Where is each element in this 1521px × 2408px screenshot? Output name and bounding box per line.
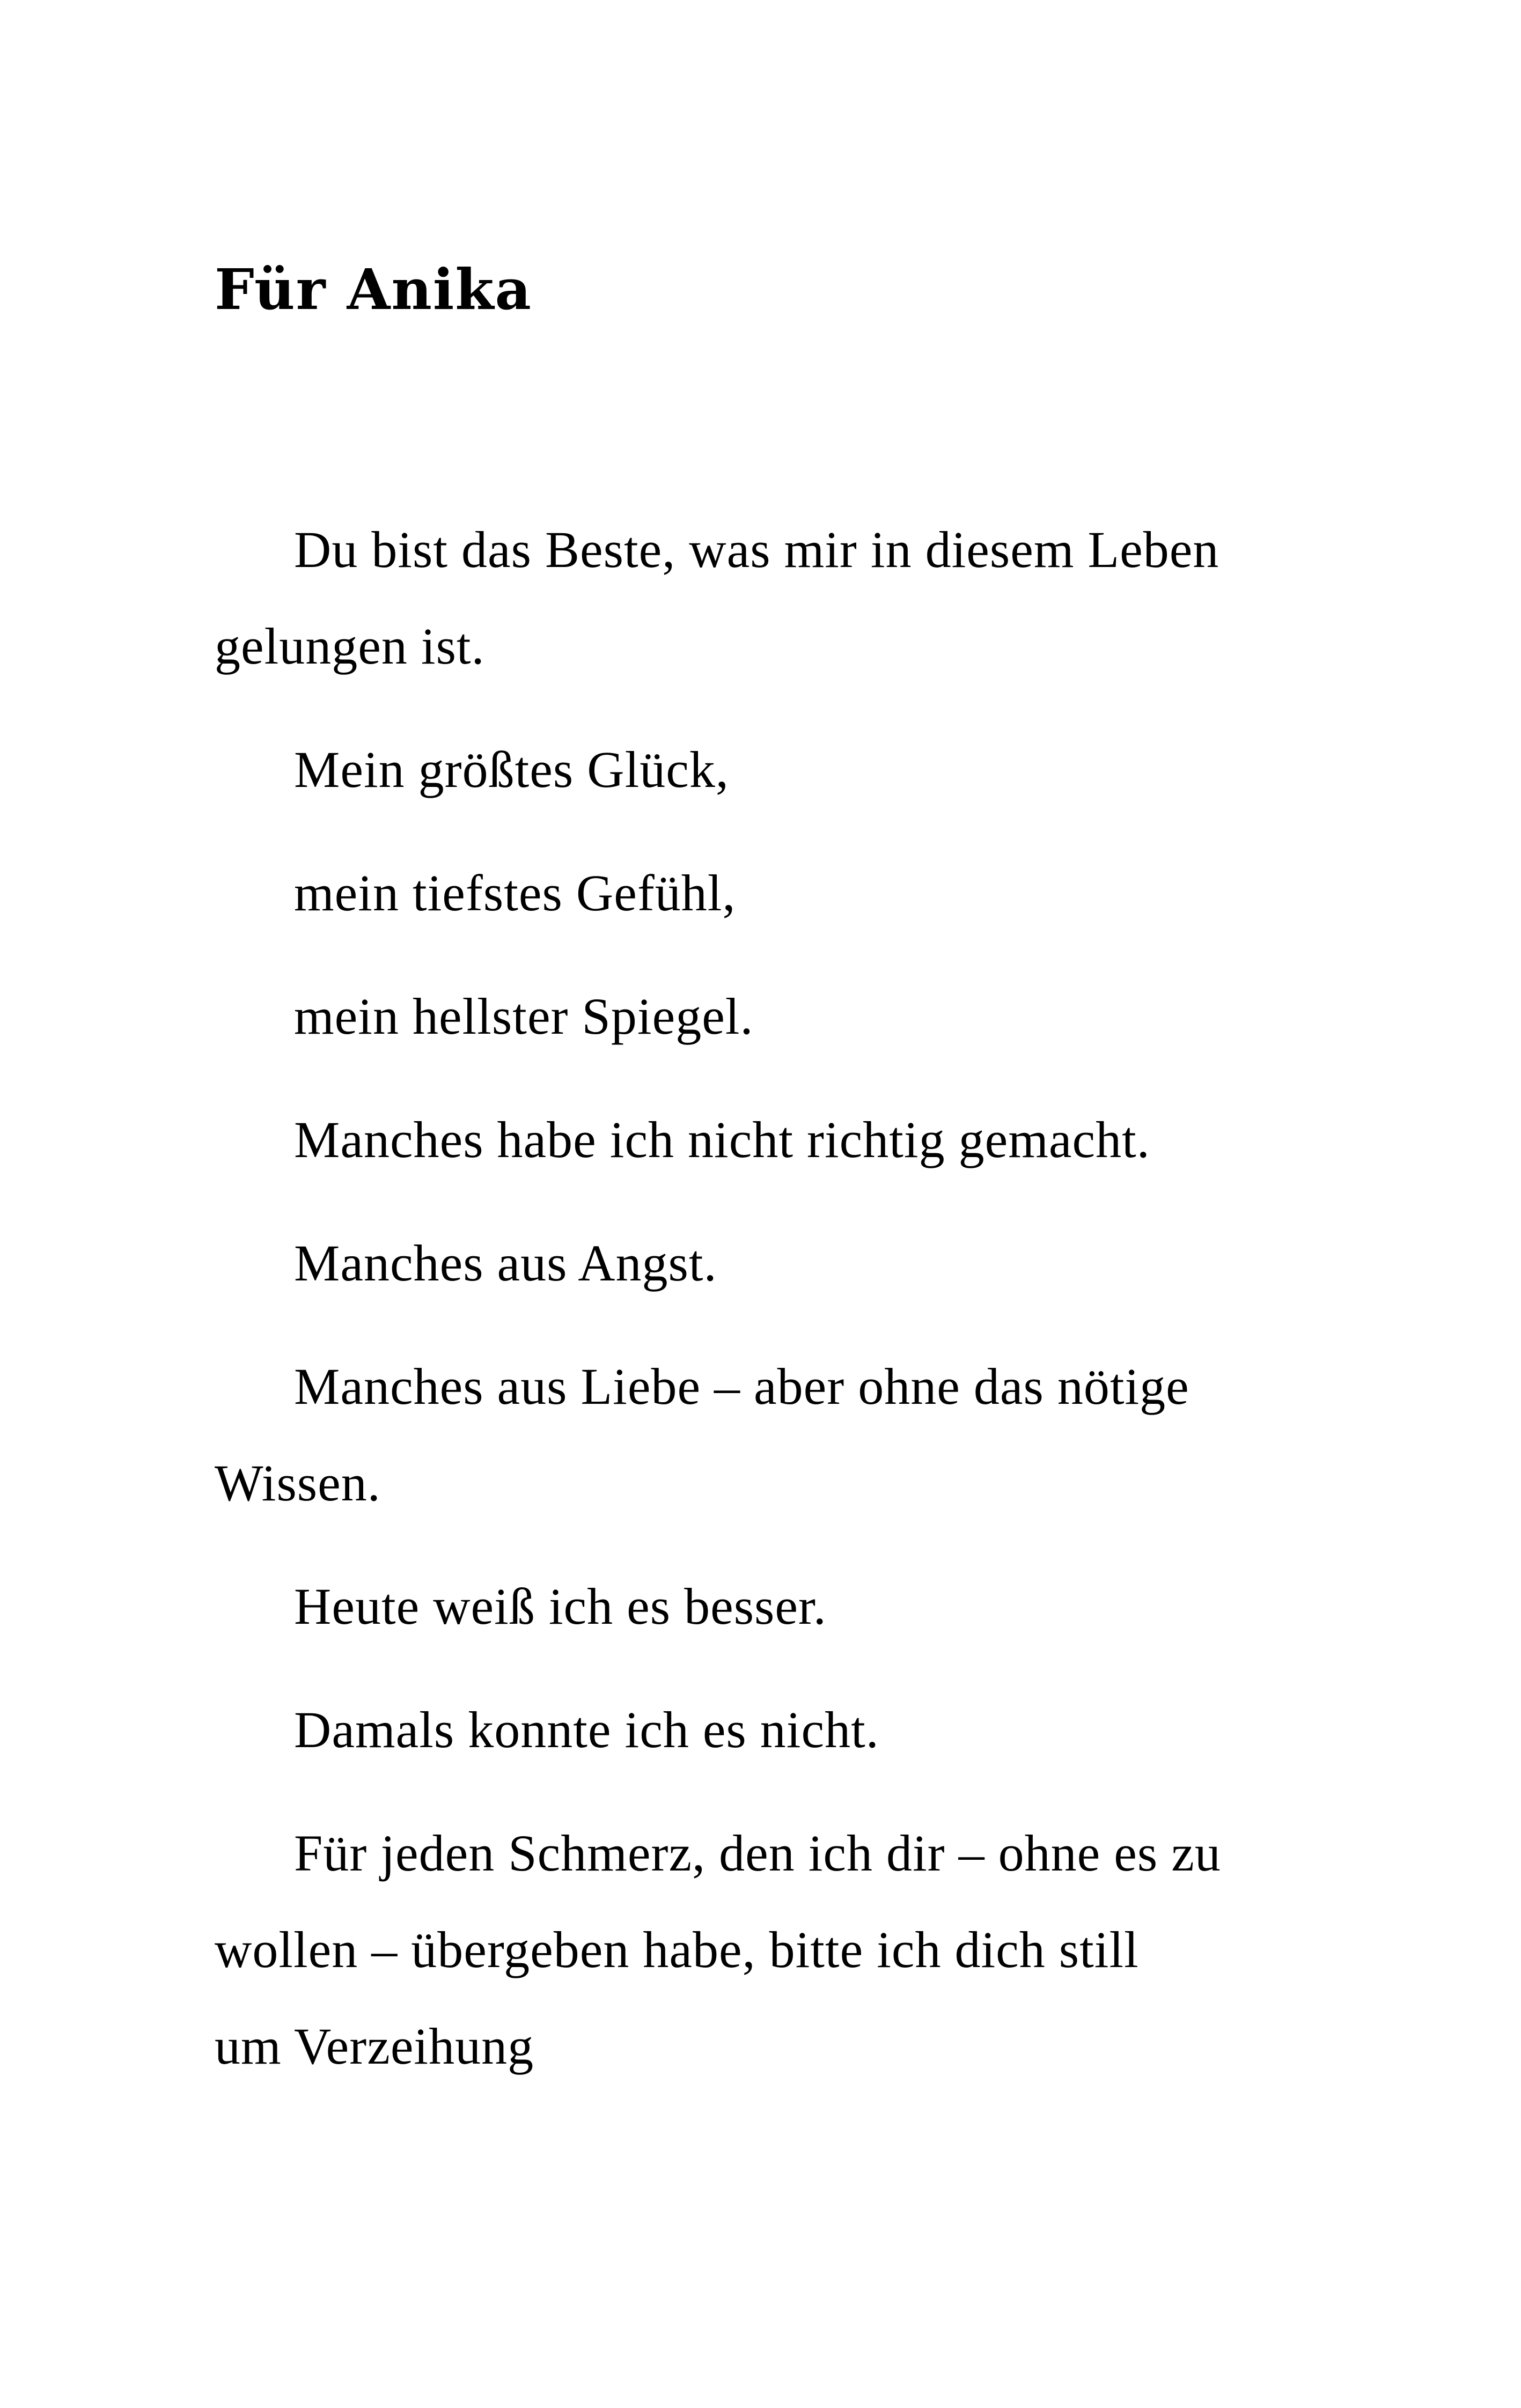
poem-body [215,502,1331,2095]
paragraph-5: Manches habe ich nicht richtig gemacht. [294,1111,1150,1168]
paragraph-2: Mein größtes Glück, [294,741,729,798]
paragraph-6: Manches aus Angst. [294,1234,717,1292]
paragraph-4: mein hellster Spiegel. [294,988,754,1045]
paragraph-7: Manches aus Liebe – aber ohne das nötige Wissen. [215,1358,1189,1512]
paragraph-8: Heute weiß ich es besser. [294,1578,827,1635]
paragraph-10: Für jeden Schmerz, den ich dir – ohne es zu wollen – übergeben habe, bitte ich dich still um Verzeihung [215,1824,1221,2075]
paragraph-1: Du bist das Beste, was mir in diesem Leben gelungen ist. [215,521,1219,675]
page-title: Für Anika [215,256,532,322]
paragraph-3: mein tiefstes Gefühl, [294,864,736,922]
paragraph-9: Damals konnte ich es nicht. [294,1701,879,1758]
